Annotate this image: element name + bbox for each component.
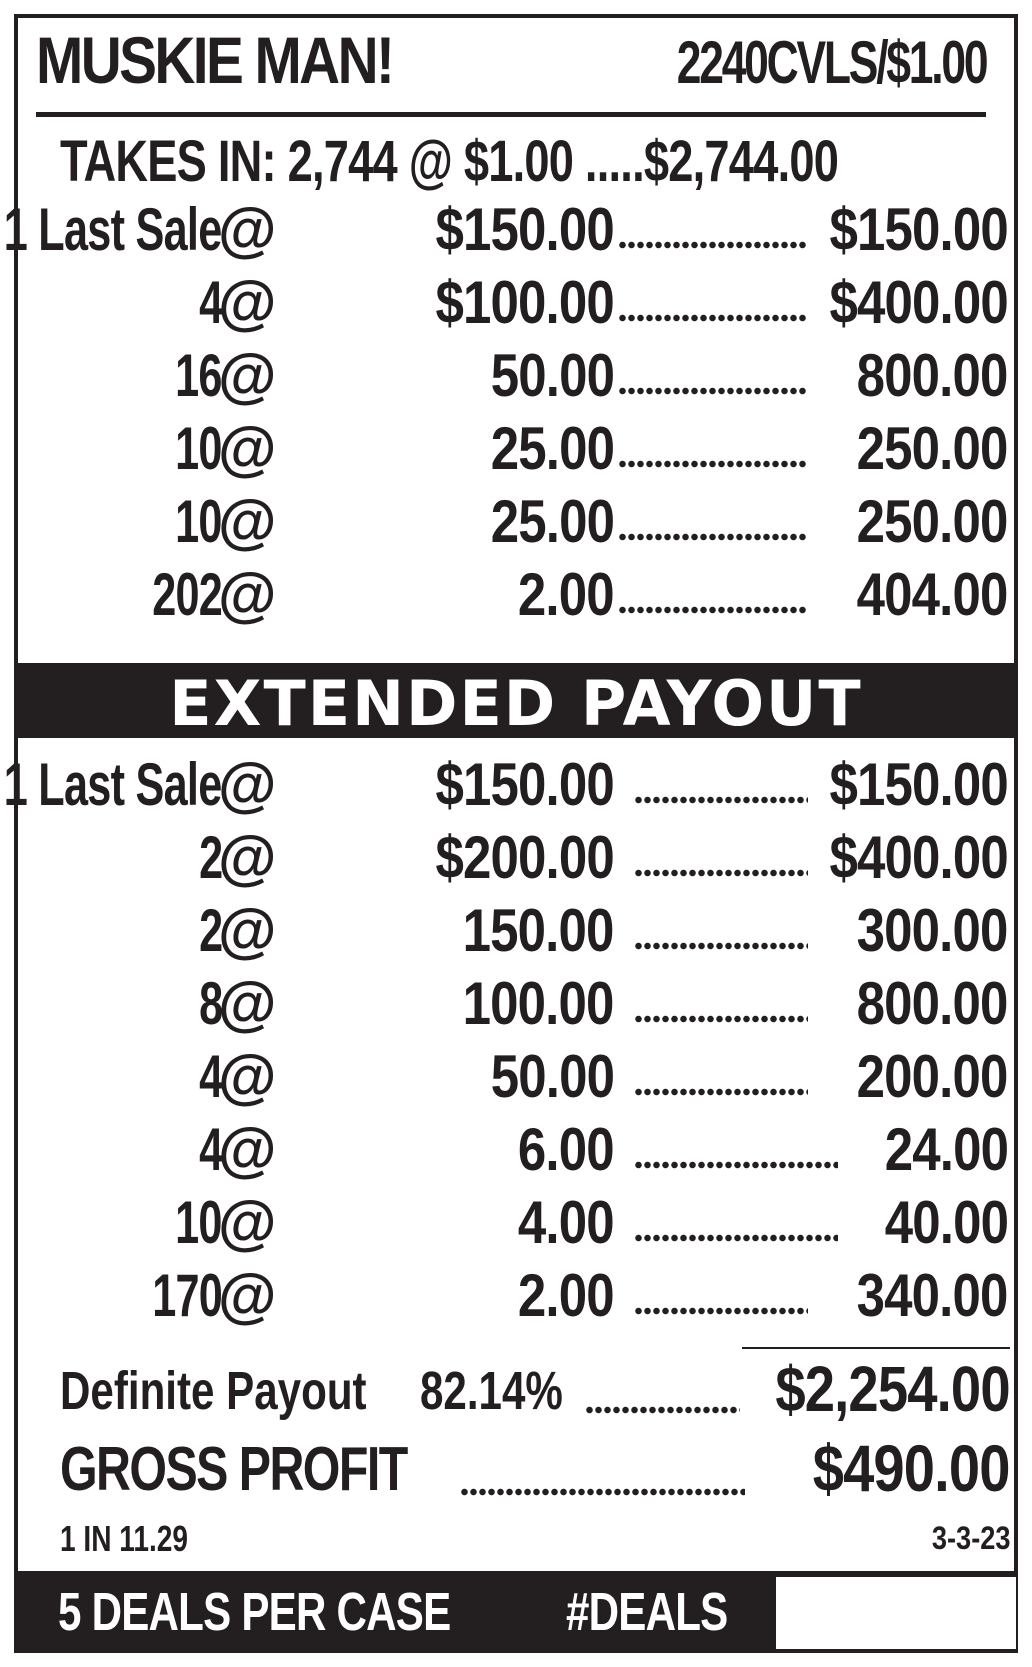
payout-total: 40.00	[884, 1189, 1008, 1256]
payout-prize: 2.00	[518, 1262, 614, 1329]
dot-leader	[634, 1013, 808, 1025]
payout-count: 4	[198, 1116, 222, 1183]
payout-row	[4, 195, 1008, 265]
deals-entry-box[interactable]	[776, 1577, 1016, 1649]
payout-count: 1 Last Sale	[4, 751, 222, 818]
at-symbol: @	[218, 1116, 277, 1183]
takes-in-line: TAKES IN: 2,744 @ $1.00 .....$2,744.00	[60, 129, 839, 194]
at-symbol: @	[218, 1043, 277, 1110]
at-symbol: @	[218, 970, 277, 1037]
payout-prize: 150.00	[463, 897, 614, 964]
extended-payout-row	[18, 1261, 1008, 1331]
payout-prize: 100.00	[463, 970, 614, 1037]
dot-leader	[634, 940, 808, 952]
gross-profit-row	[60, 1430, 1010, 1510]
payout-row	[18, 341, 1008, 411]
dot-leader	[634, 1159, 838, 1171]
payout-prize: 25.00	[490, 488, 614, 555]
extended-payout-row	[18, 1115, 1008, 1185]
payout-prize: 6.00	[518, 1116, 614, 1183]
dot-leader	[618, 531, 808, 543]
at-symbol: @	[218, 342, 277, 409]
at-symbol: @	[218, 561, 277, 628]
payout-count: 4	[198, 269, 222, 336]
payout-prize: 25.00	[490, 415, 614, 482]
extended-payout-row	[18, 896, 1008, 966]
payout-count: 10	[175, 488, 222, 555]
dot-leader	[634, 794, 808, 806]
payout-total: 24.00	[884, 1116, 1008, 1183]
dot-leader	[634, 1305, 808, 1317]
payout-total: 404.00	[857, 561, 1008, 628]
payout-total: 340.00	[857, 1262, 1008, 1329]
dot-leader	[585, 1404, 740, 1416]
payout-row	[18, 560, 1008, 630]
payout-count: 170	[152, 1262, 222, 1329]
payout-prize: 4.00	[518, 1189, 614, 1256]
form-code: 2240CVLS/$1.00	[676, 29, 986, 96]
payout-count: 10	[175, 1189, 222, 1256]
title-row	[36, 22, 986, 102]
payout-total: 200.00	[857, 1043, 1008, 1110]
extended-payout-row	[18, 1188, 1008, 1258]
payout-total: 250.00	[857, 415, 1008, 482]
payout-count: 8	[198, 970, 222, 1037]
payout-prize: $150.00	[435, 196, 614, 263]
banner-title: EXTENDED PAYOUT	[169, 667, 863, 740]
deals-per-case: 5 DEALS PER CASE	[58, 1582, 451, 1642]
payout-prize: $100.00	[435, 269, 614, 336]
at-symbol: @	[218, 1262, 277, 1329]
payout-count: 16	[175, 342, 222, 409]
at-symbol: @	[218, 196, 277, 263]
extended-payout-row	[18, 969, 1008, 1039]
at-symbol: @	[218, 1189, 277, 1256]
definite-payout-row	[60, 1352, 1010, 1425]
footer-bar	[14, 1571, 1018, 1653]
payout-prize: 2.00	[518, 561, 614, 628]
payout-count: 1 Last Sale	[4, 196, 222, 263]
summary-rule	[742, 1347, 1010, 1349]
extended-payout-banner	[14, 663, 1018, 738]
at-symbol: @	[218, 269, 277, 336]
at-symbol: @	[218, 488, 277, 555]
payout-count: 4	[198, 1043, 222, 1110]
definite-payout-amount: $2,254.00	[775, 1353, 1010, 1425]
payout-prize: 50.00	[490, 1043, 614, 1110]
deals-label: #DEALS	[566, 1582, 728, 1642]
at-symbol: @	[218, 897, 277, 964]
payout-total: 800.00	[857, 342, 1008, 409]
payout-row	[18, 414, 1008, 484]
extended-payout-row	[4, 750, 1008, 820]
dot-leader	[634, 1232, 838, 1244]
dot-leader	[618, 385, 808, 397]
payout-total: $150.00	[829, 196, 1008, 263]
payout-prize: 50.00	[490, 342, 614, 409]
extended-payout-row	[18, 823, 1008, 893]
payout-total: 300.00	[857, 897, 1008, 964]
dot-leader	[618, 239, 808, 251]
dot-leader	[634, 1086, 808, 1098]
payout-count: 10	[175, 415, 222, 482]
dot-leader	[618, 458, 808, 470]
dot-leader	[634, 867, 808, 879]
payout-prize: $200.00	[435, 824, 614, 891]
dot-leader	[618, 312, 808, 324]
form-date: 3-3-23	[931, 1520, 1010, 1556]
game-name: MUSKIE MAN!	[36, 23, 393, 97]
title-underline	[36, 112, 986, 117]
dot-leader	[618, 604, 808, 616]
payout-row	[18, 268, 1008, 338]
payout-total: $400.00	[829, 824, 1008, 891]
payout-total: 800.00	[857, 970, 1008, 1037]
payout-total: $150.00	[829, 751, 1008, 818]
payout-total: $400.00	[829, 269, 1008, 336]
at-symbol: @	[218, 751, 277, 818]
payout-count: 2	[198, 897, 222, 964]
payout-count: 2	[198, 824, 222, 891]
gross-profit-amount: $490.00	[813, 1431, 1010, 1505]
definite-payout-label: Definite Payout	[60, 1361, 367, 1421]
gross-profit-label: GROSS PROFIT	[60, 1435, 407, 1504]
at-symbol: @	[218, 415, 277, 482]
payout-percent: 82.14%	[420, 1361, 563, 1421]
odds-text: 1 IN 11.29	[60, 1518, 189, 1559]
payout-prize: $150.00	[435, 751, 614, 818]
dot-leader	[460, 1486, 745, 1498]
payout-count: 202	[152, 561, 222, 628]
at-symbol: @	[218, 824, 277, 891]
extended-payout-row	[18, 1042, 1008, 1112]
payout-total: 250.00	[857, 488, 1008, 555]
payout-row	[18, 487, 1008, 557]
